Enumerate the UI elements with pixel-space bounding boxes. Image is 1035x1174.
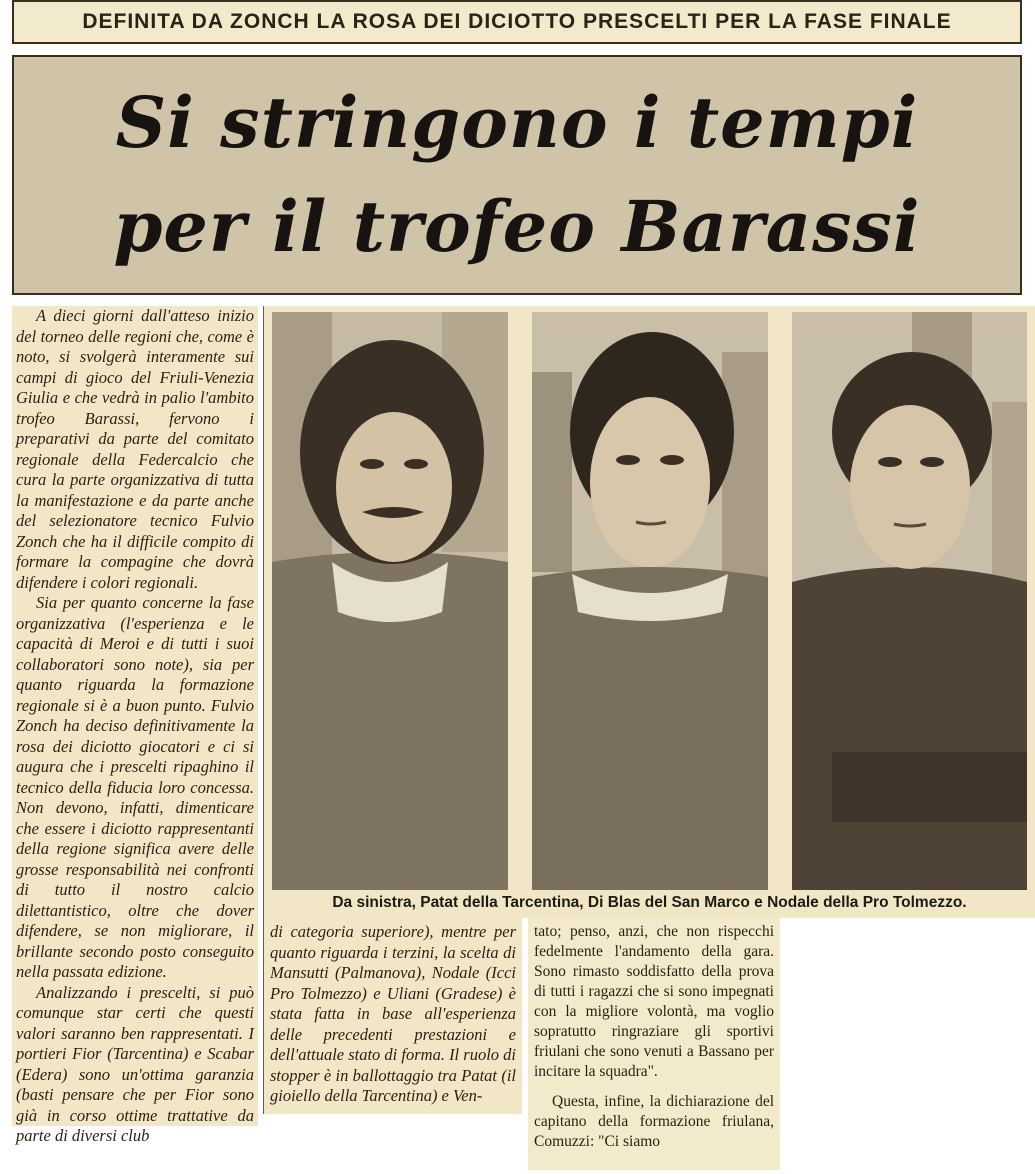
portrait-photo-icon (272, 312, 508, 890)
portrait-photo-icon (532, 312, 768, 890)
paragraph: Sia per quanto concerne la fase organizzativa (l'esperienza e le capacità di Meroi e di tutti i suoi collaboratori sono note), sia per quanto riguarda la formazione regionale si è a buon punto. Fulvio Zonch ha deciso definitivamente la rosa dei diciotto giocatori e ci si augura che i prescelti ripaghino il tecnico della fiducia loro concessa. Non devono, infatti, dimenticare che essere i diciotto rappresentanti della regione significa avere delle grosse responsabilità nei confronti di tutto il nostro calcio dilettantistico, oltre che dover difendere, se non migliorare, il brillante secondo posto conseguito nella passata edizione. (16, 593, 254, 981)
paragraph: di categoria superiore), mentre per quanto riguarda i terzini, la scelta di Mansutti (Palmanova), Nodale (Icci Pro Tolmezzo) e Uliani (Gradese) è stata fatta in base all'esperienza delle precedenti prestazioni e dell'attuale stato di forma. Il ruolo di stopper è in ballottaggio tra Patat (il gioiello della Tarcentina) e Ven- (270, 922, 516, 1105)
player-photo-patat (272, 312, 508, 890)
headline-line-1: Si stringono i tempi (115, 81, 919, 164)
player-photo-di-blas (532, 312, 768, 890)
article-column-1 (12, 306, 258, 1145)
portrait-photo-icon (792, 312, 1027, 890)
photo-caption: Da sinistra, Patat della Tarcentina, Di Blas del San Marco e Nodale della Pro Tolmezzo. (332, 894, 967, 911)
article-column-2 (264, 918, 522, 1114)
photo-strip (264, 306, 1035, 918)
player-photo-nodale (792, 312, 1027, 890)
kicker-headline: DEFINITA DA ZONCH LA ROSA DEI DICIOTTO PRESCELTI PER LA FASE FINALE (82, 10, 952, 33)
paragraph: Analizzando i prescelti, si può comunque star certi che questi valori saranno ben rappresentati. I portieri Fior (Tarcentina) e Scabar (Edera) sono un'ottima garanzia (basti pensare che per Fior sono già in corso ottime trattative da parte di diversi club (16, 982, 254, 1145)
headline-box (12, 55, 1022, 295)
paragraph: tato; penso, anzi, che non rispecchi fedelmente l'andamento della gara. Sono rimasto soddisfatto della prova di tutti i ragazzi che si sono impegnati con la migliore volontà, ma voglio sopratutto ringraziare gli sportivi friulani che sono venuti a Bassano per incitare la squadra". (534, 923, 774, 1080)
headline-line-2: per il trofeo Barassi (113, 185, 921, 268)
article-column-3 (528, 918, 780, 1170)
kicker-box (12, 0, 1022, 44)
paragraph: A dieci giorni dall'atteso inizio del torneo delle regioni che, come è noto, si svolgerà interamente sui campi di gioco del Friuli-Venezia Giulia e che vedrà in palio l'ambito trofeo Barassi, fervono i preparativi da parte del comitato regionale della Federcalcio che cura la parte organizzativa di tutta la manifestazione e da parte anche del selezionatore tecnico Fulvio Zonch che ha il difficile compito di formare la compagine che dovrà difendere i colori regionali. (16, 306, 254, 592)
column-divider (263, 306, 264, 1114)
paragraph: Questa, infine, la dichiarazione del capitano della formazione friulana, Comuzzi: "Ci siamo (534, 1093, 774, 1150)
